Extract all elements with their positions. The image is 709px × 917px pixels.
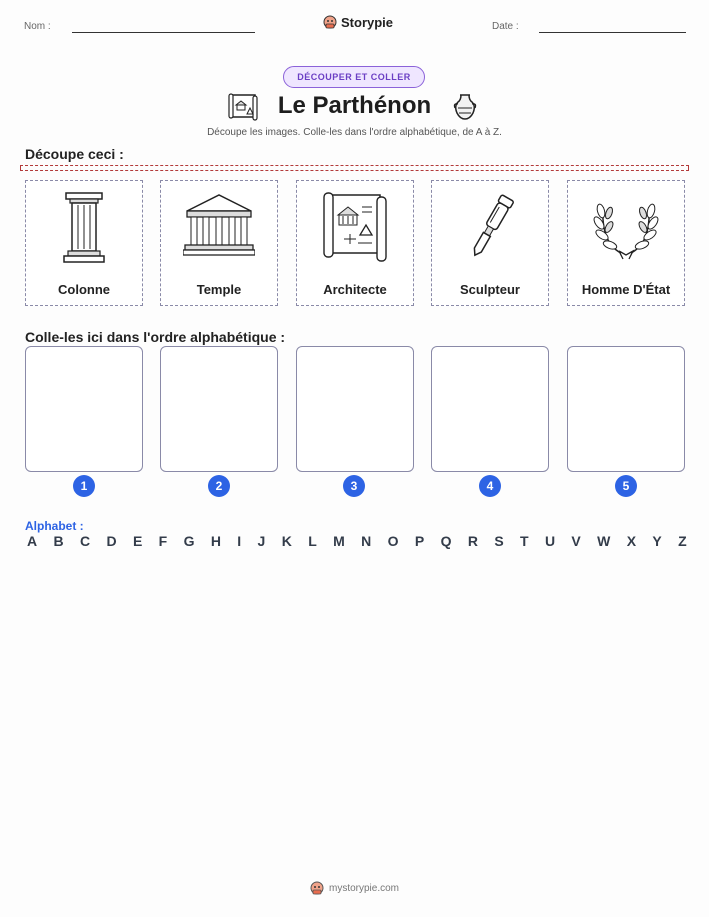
- amphora-icon: [452, 92, 478, 122]
- card-label: Homme D'État: [581, 282, 671, 297]
- date-label: Date :: [492, 21, 519, 32]
- slot-number-4: 4: [479, 475, 501, 497]
- brand-logo: [323, 14, 393, 30]
- card-label: Temple: [196, 282, 242, 297]
- paste-box-1[interactable]: [25, 346, 143, 472]
- alphabet-letter: I: [237, 533, 242, 549]
- cut-card-homme-d-etat[interactable]: [567, 180, 685, 306]
- cut-card-temple[interactable]: [160, 180, 278, 306]
- paste-box-4[interactable]: [431, 346, 549, 472]
- page-title: Le Parthénon: [277, 92, 432, 119]
- alphabet-letter: Y: [652, 533, 662, 549]
- cut-line: [20, 165, 689, 171]
- alphabet-letter: R: [467, 533, 478, 549]
- alphabet-letter: D: [106, 533, 117, 549]
- alphabet-letter: E: [132, 533, 143, 549]
- card-label: Architecte: [323, 282, 387, 297]
- paste-box-3[interactable]: [296, 346, 414, 472]
- alphabet-letter: U: [544, 533, 556, 549]
- laurel-wreath-icon: [591, 189, 661, 265]
- alphabet-letter: G: [183, 533, 195, 549]
- instructions: Découpe les images. Colle-les dans l'ordre alphabétique, de A à Z.: [207, 127, 502, 138]
- alphabet-letter: A: [27, 533, 38, 549]
- alphabet-letter: P: [414, 533, 425, 549]
- alphabet-letter: F: [158, 533, 168, 549]
- alphabet-letter: L: [308, 533, 317, 549]
- date-field[interactable]: [539, 32, 686, 33]
- temple-icon: [183, 189, 255, 265]
- cut-card-sculpteur[interactable]: [431, 180, 549, 306]
- alphabet-letter: Z: [678, 533, 687, 549]
- blueprint-icon: [320, 189, 390, 265]
- alphabet-letter: M: [333, 533, 345, 549]
- alphabet-letter: K: [281, 533, 292, 549]
- slot-number-1: 1: [73, 475, 95, 497]
- card-label: Colonne: [58, 282, 110, 297]
- cut-card-colonne[interactable]: [25, 180, 143, 306]
- storypie-mascot-icon: [310, 880, 324, 896]
- paste-section-title: Colle-les ici dans l'ordre alphabétique :: [25, 329, 286, 345]
- alphabet-letter: H: [210, 533, 221, 549]
- alphabet-letter: J: [257, 533, 266, 549]
- alphabet-letter: S: [494, 533, 504, 549]
- slot-number-2: 2: [208, 475, 230, 497]
- alphabet-letter: W: [597, 533, 611, 549]
- name-field[interactable]: [72, 32, 255, 33]
- alphabet-letter: T: [520, 533, 529, 549]
- alphabet-letter: N: [361, 533, 372, 549]
- alphabet-title: Alphabet :: [25, 519, 84, 533]
- alphabet-letter: O: [387, 533, 399, 549]
- chisel-icon: [460, 189, 520, 265]
- footer: [0, 880, 709, 896]
- card-label: Sculpteur: [460, 282, 520, 297]
- column-icon: [54, 189, 114, 265]
- alphabet-row: [27, 533, 687, 549]
- alphabet-letter: X: [626, 533, 637, 549]
- slot-number-5: 5: [615, 475, 637, 497]
- storypie-mascot-icon: [323, 14, 337, 30]
- slot-number-3: 3: [343, 475, 365, 497]
- paste-box-5[interactable]: [567, 346, 685, 472]
- cut-card-architecte[interactable]: [296, 180, 414, 306]
- paste-box-2[interactable]: [160, 346, 278, 472]
- cut-section-title: Découpe ceci :: [25, 146, 124, 162]
- alphabet-letter: Q: [440, 533, 452, 549]
- brand-name: Storypie: [341, 14, 394, 30]
- alphabet-letter: C: [79, 533, 91, 549]
- alphabet-letter: B: [53, 533, 64, 549]
- alphabet-letter: V: [571, 533, 581, 549]
- name-label: Nom :: [24, 21, 51, 32]
- activity-badge: DÉCOUPER ET COLLER: [283, 66, 425, 88]
- footer-link[interactable]: mystorypie.com: [328, 882, 399, 894]
